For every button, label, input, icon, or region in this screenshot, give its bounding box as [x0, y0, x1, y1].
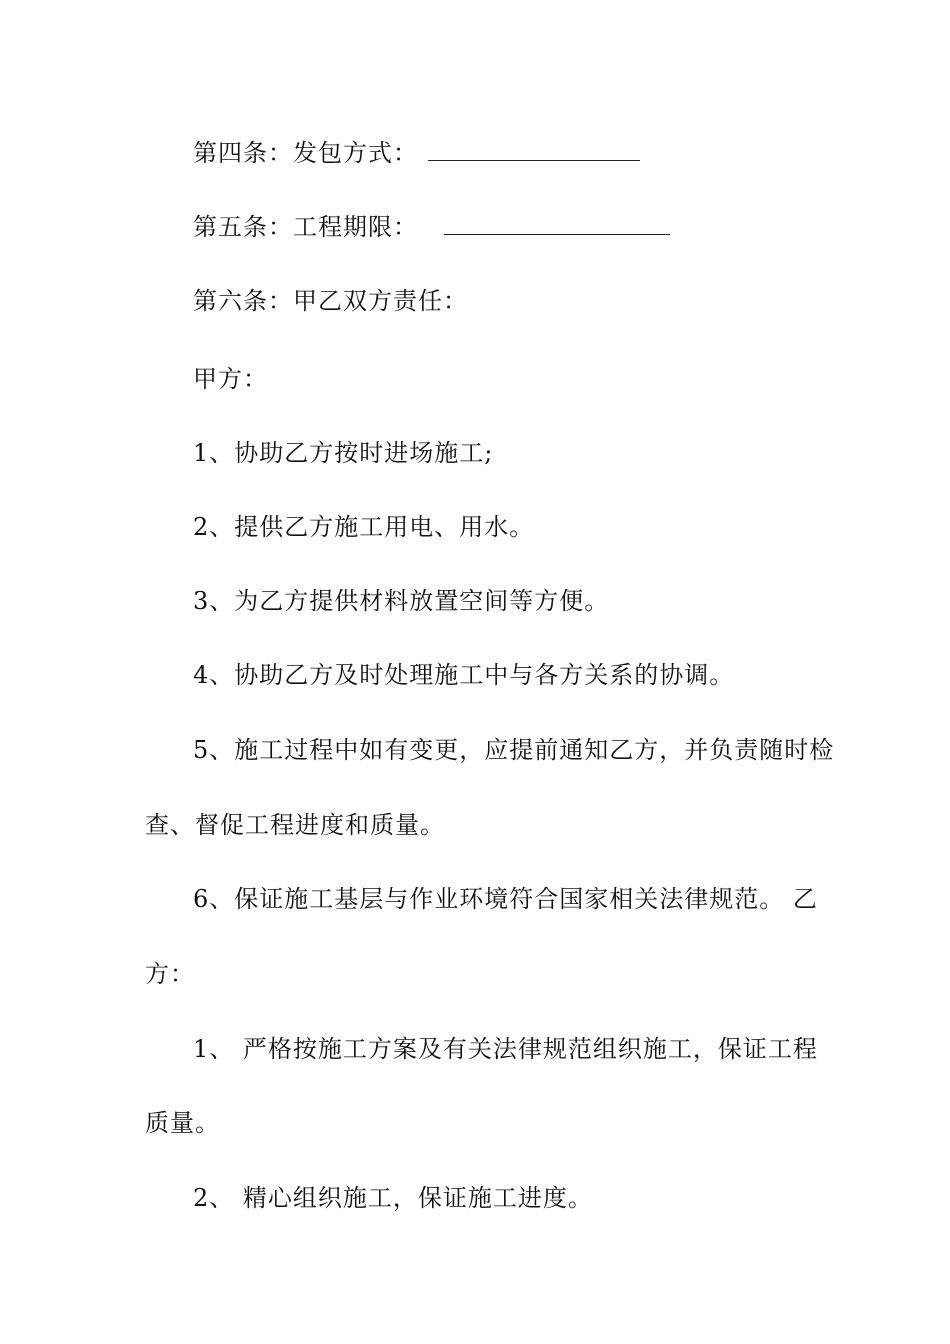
party-a-item-5-line-2: 查、督促工程进度和质量。: [145, 811, 445, 839]
article-6: 第六条：甲乙双方责任：: [193, 287, 468, 315]
party-a-item-1: 1、协助乙方按时进场施工;: [193, 439, 494, 467]
article-5: [193, 212, 670, 242]
article-5-label: 第五条：工程期限：: [193, 213, 418, 241]
party-a-item-2: 2、提供乙方施工用电、用水。: [193, 513, 535, 541]
party-b-item-1-line-1: 1、 严格按施工方案及有关法律规范组织施工，保证工程: [193, 1035, 818, 1063]
article-4: [193, 138, 640, 168]
article-4-blank: [428, 138, 640, 161]
party-b-heading: 方：: [145, 960, 195, 988]
party-a-item-4: 4、协助乙方及时处理施工中与各方关系的协调。: [193, 661, 735, 689]
party-a-item-5-line-1: 5、施工过程中如有变更，应提前通知乙方，并负责随时检: [193, 736, 835, 764]
party-a-heading: 甲方：: [193, 365, 268, 393]
article-4-label: 第四条：发包方式：: [193, 139, 418, 167]
party-a-item-3: 3、为乙方提供材料放置空间等方便。: [193, 587, 610, 615]
party-b-item-1-line-2: 质量。: [145, 1109, 220, 1137]
article-5-blank: [444, 212, 670, 235]
party-a-item-6-line-1: 6、保证施工基层与作业环境符合国家相关法律规范。 乙: [193, 885, 818, 913]
party-b-item-2: 2、 精心组织施工，保证施工进度。: [193, 1184, 593, 1212]
